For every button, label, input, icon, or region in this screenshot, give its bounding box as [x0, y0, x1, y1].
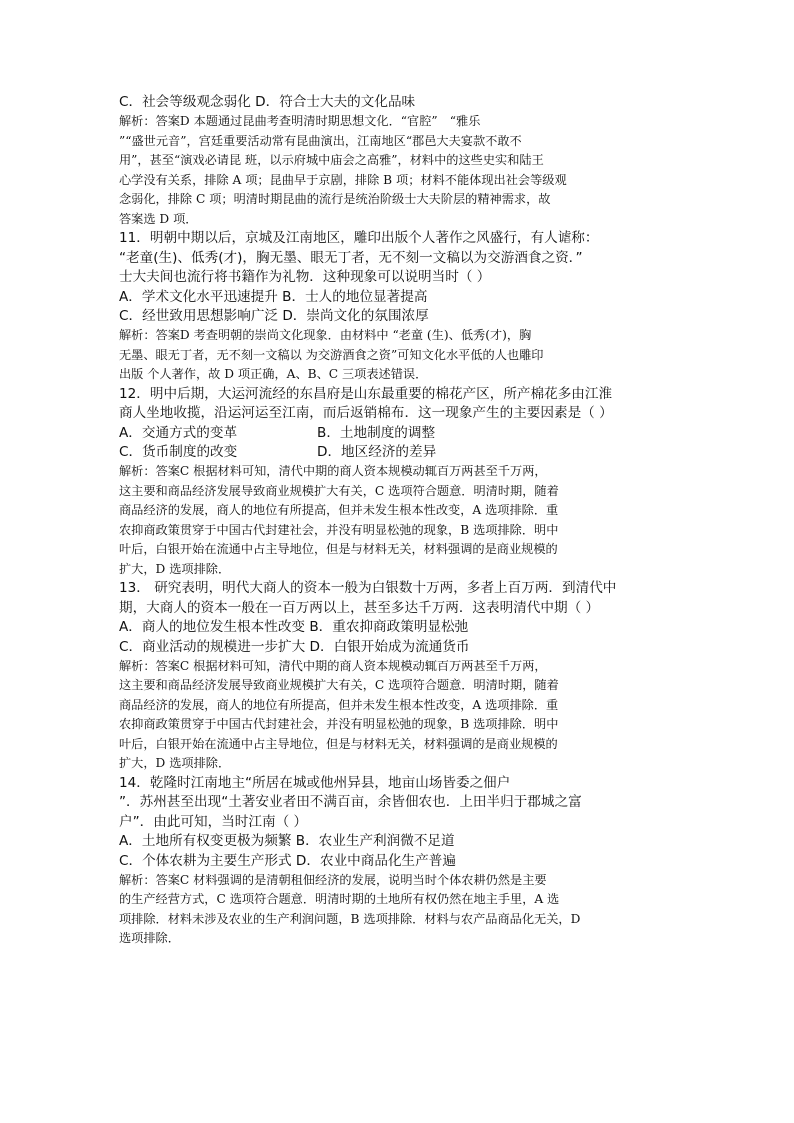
- analysis-line: 这主要和商品经济发展导致商业规模扩大有关，C 选项符合题意．明清时期，随着: [119, 678, 559, 693]
- question-line: C．商业活动的规模进一步扩大 D．白银开始成为流通货币: [119, 638, 470, 655]
- option-choice: D．地区经济的差异: [317, 444, 437, 461]
- question-line: 期，大商人的资本一般在一百万两以上，甚至多达千万两．这表明清代中期（ ）: [119, 599, 600, 616]
- analysis-line: 的生产经营方式，C 选项符合题意．明清时期的土地所有权仍然在地主手里，A 选: [119, 892, 560, 907]
- question-line: A．土地所有权变更极为频繁 B．农业生产利润微不足道: [119, 833, 455, 850]
- option-choice: B．土地制度的调整: [317, 424, 436, 441]
- analysis-line: 项排除．材料未涉及农业的生产利润问题，B 选项排除．材料与农产品商品化无关，D: [119, 911, 581, 926]
- analysis-line: 解析：答案D 考查明朝的崇尚文化现象．由材料中 “老童 (生)、低秀(才)，胸: [119, 328, 532, 343]
- option-grid: [119, 424, 679, 463]
- option-choice: A．交通方式的变革: [119, 424, 238, 441]
- answer-analysis: [119, 326, 679, 385]
- question-line: A．商人的地位发生根本性改变 B．重农抑商政策明显松弛: [119, 619, 469, 636]
- analysis-line: 商品经济的发展，商人的地位有所提高，但并未发生根本性改变，A 选项排除．重: [119, 697, 559, 712]
- question-line: 商人坐地收揽，沿运河运至江南，而后返销棉布．这一现象产生的主要因素是（ ）: [119, 405, 613, 422]
- analysis-line: 用”，甚至“演戏必请昆 班，以示府城中庙会之高雅”，材料中的这些史实和陆王: [119, 153, 544, 168]
- question-line: C．经世致用思想影响广泛 D．崇尚文化的氛围浓厚: [119, 307, 429, 324]
- option-choice: C．货币制度的改变: [119, 444, 238, 461]
- question-line: 户”．由此可知，当时江南（ ）: [119, 813, 308, 830]
- answer-analysis: [119, 462, 679, 579]
- analysis-line: 农抑商政策贯穿于中国古代封建社会，并没有明显松弛的现象，B 选项排除．明中: [119, 717, 559, 732]
- answer-analysis: [119, 871, 679, 949]
- analysis-line: 农抑商政策贯穿于中国古代封建社会，并没有明显松弛的现象，B 选项排除．明中: [119, 522, 559, 537]
- analysis-line: 解析：答案C 材料强调的是清朝租佃经济的发展，说明当时个体农耕仍然是主要: [119, 872, 547, 887]
- analysis-line: 扩大，D 选项排除．: [119, 561, 231, 576]
- question-line: A．学术文化水平迅速提升 B．士人的地位显著提高: [119, 288, 428, 305]
- analysis-line: 选项排除．: [119, 931, 180, 946]
- analysis-line: 这主要和商品经济发展导致商业规模扩大有关，C 选项符合题意．明清时期，随着: [119, 483, 559, 498]
- question-block: [119, 93, 679, 112]
- question-block: [119, 385, 679, 424]
- analysis-line: 无墨、眼无丁者，无不刻一文稿以 为交游酒食之资”可知文化水平低的人也雕印: [119, 347, 544, 362]
- document-body: [119, 93, 679, 949]
- question-line: ”．苏州甚至出现“土著安业者田不满百亩，余皆佃农也．上田半归于郡城之富: [119, 794, 582, 811]
- analysis-line: 答案选 D 项．: [119, 211, 198, 226]
- question-line: 13． 研究表明，明代大商人的资本一般为白银数十万两，多者上百万两．到清代中: [119, 580, 617, 597]
- question-line: C．个体农耕为主要生产形式 D．农业中商品化生产普遍: [119, 852, 456, 869]
- analysis-line: 念弱化，排除 C 项；明清时期昆曲的流行是统治阶级士大夫阶层的精神需求，故: [119, 192, 551, 207]
- analysis-line: 出版 个人著作，故 D 项正确，A、B、C 三项表述错误．: [119, 367, 428, 382]
- question-block: [119, 774, 679, 871]
- analysis-line: ”“盛世元音”，宫廷重要活动常有昆曲演出，江南地区“郡邑大夫宴款不敢不: [119, 133, 522, 148]
- question-line: “老童(生)、低秀(才)，胸无墨、眼无丁者，无不刻一文稿以为交游酒食之资．”: [119, 249, 583, 266]
- question-line: 14．乾隆时江南地主“所居在城或他州异县，地亩山场皆委之佃户: [119, 774, 511, 791]
- analysis-line: 叶后，白银开始在流通中占主导地位，但是与材料无关，材料强调的是商业规模的: [119, 542, 558, 557]
- question-block: [119, 579, 679, 657]
- question-line: 12．明中后期，大运河流经的东昌府是山东最重要的棉花产区，所产棉花多由江淮: [119, 385, 613, 402]
- question-block: [119, 229, 679, 326]
- answer-analysis: [119, 112, 679, 229]
- analysis-line: 解析：答案C 根据材料可知，清代中期的商人资本规模动辄百万两甚至千万两，: [119, 464, 547, 479]
- analysis-line: 心学没有关系，排除 A 项；昆曲早于京剧，排除 B 项；材料不能体现出社会等级观: [119, 172, 567, 187]
- analysis-line: 解析：答案C 根据材料可知，清代中期的商人资本规模动辄百万两甚至千万两，: [119, 658, 547, 673]
- question-line: C．社会等级观念弱化 D．符合士大夫的文化品味: [119, 94, 416, 110]
- analysis-line: 叶后，白银开始在流通中占主导地位，但是与材料无关，材料强调的是商业规模的: [119, 736, 558, 751]
- analysis-line: 扩大，D 选项排除．: [119, 756, 231, 771]
- question-line: 11．明朝中期以后，京城及江南地区，雕印出版个人著作之风盛行，有人谑称：: [119, 230, 599, 247]
- option-row: [119, 443, 679, 462]
- analysis-line: 解析：答案D 本题通过昆曲考查明清时期思想文化．“官腔” “雅乐: [119, 114, 481, 129]
- answer-analysis: [119, 657, 679, 774]
- analysis-line: 商品经济的发展，商人的地位有所提高，但并未发生根本性改变，A 选项排除．重: [119, 503, 559, 518]
- option-row: [119, 424, 679, 443]
- question-line: 士大夫间也流行将书籍作为礼物．这种现象可以说明当时（ ）: [119, 269, 491, 286]
